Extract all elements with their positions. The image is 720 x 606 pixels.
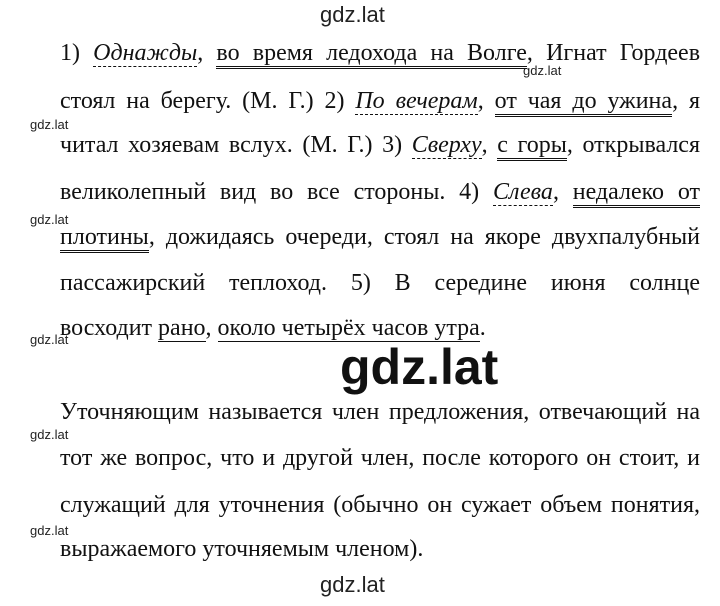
text-line: пассажирский теплоход. 5) В середине июня солнце <box>60 270 700 296</box>
clarifying-member: во время ледохода на Волге <box>216 40 526 69</box>
rule-line: служащий для уточнения (обычно он сужает объем понятия, <box>60 492 700 518</box>
adverbial: Однажды <box>93 40 198 66</box>
rule-line: Уточняющим называется член предложения, отвечающий на <box>60 399 700 425</box>
text-line: 1) Однажды, во время ледохода на Волге, Игнат Гордеев <box>60 38 700 68</box>
rule-line: выражаемого уточняемым членом). <box>60 536 424 562</box>
watermark-small: gdz.lat <box>30 117 69 132</box>
watermark-small: gdz.lat <box>30 212 69 227</box>
watermark-center: gdz.lat <box>340 339 499 395</box>
watermark-small: gdz.lat <box>30 523 69 538</box>
watermark-small: gdz.lat <box>30 332 69 347</box>
text-line: плотины, дожидаясь очереди, стоял на якоре двухпалубный <box>60 222 700 252</box>
watermark-small: gdz.lat <box>523 63 562 78</box>
clarifying-member: плотины <box>60 224 149 253</box>
text-line: великолепный вид во все стороны. 4) Слева, недалеко от <box>60 177 700 207</box>
clarifying-member: от чая до ужина <box>495 88 672 117</box>
text-line: восходит рано, около четырёх часов утра. <box>60 315 486 341</box>
text-line: читал хозяевам вслух. (М. Г.) 3) Сверху, с горы, открывался <box>60 130 700 160</box>
text-line: стоял на берегу. (М. Г.) 2) По вечерам, от чая до ужина, я <box>60 86 700 116</box>
adverbial: рано <box>158 315 206 341</box>
watermark-top: gdz.lat <box>320 2 385 27</box>
watermark-small: gdz.lat <box>30 427 69 442</box>
clarifying-member: недалеко от <box>573 179 700 208</box>
clarifying-member: с горы <box>497 132 567 161</box>
adverbial: По вечерам <box>355 88 478 114</box>
watermark-bottom: gdz.lat <box>320 572 385 597</box>
clarifying-member: около четырёх часов утра <box>217 315 480 341</box>
adverbial: Слева <box>492 179 553 205</box>
adverbial: Сверху <box>411 132 482 158</box>
rule-line: тот же вопрос, что и другой член, после которого он стоит, и <box>60 445 700 471</box>
